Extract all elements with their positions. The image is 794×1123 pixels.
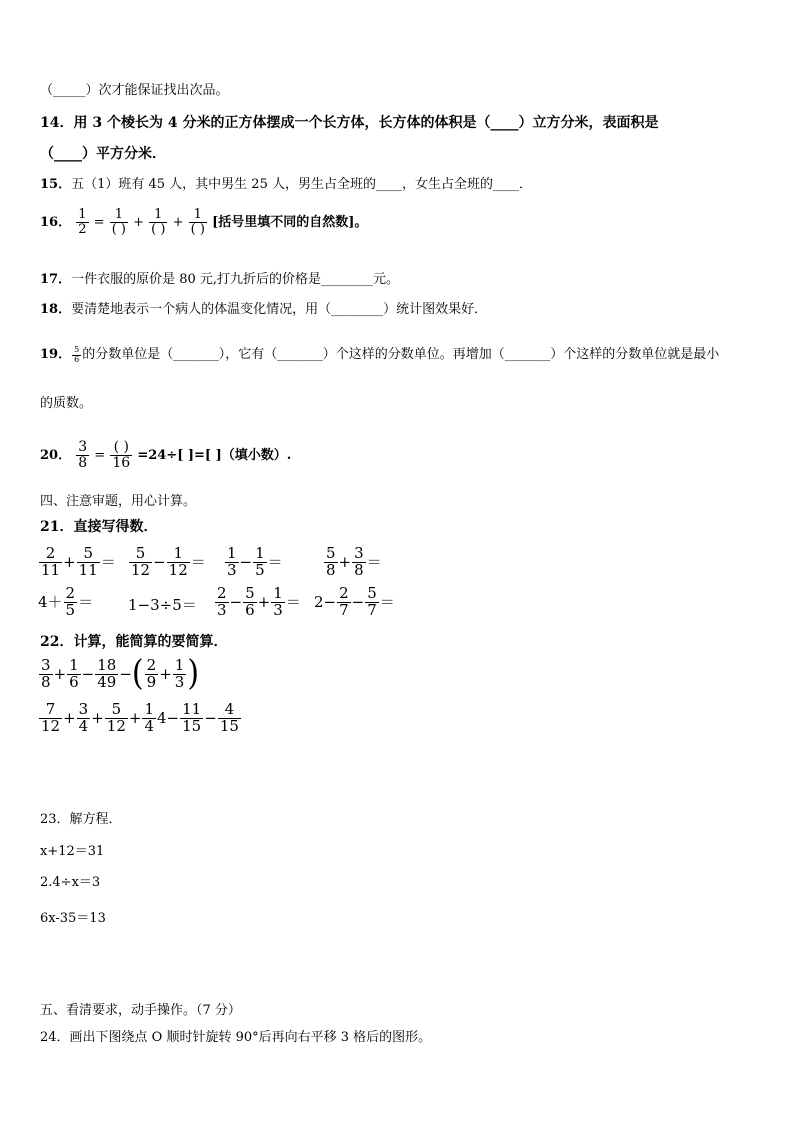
q15 <box>40 176 532 194</box>
q20-fraction-b: $\frac{( )}{16}$ <box>112 439 131 472</box>
q15-number: 15． <box>40 177 72 192</box>
q22-expression-2: $\frac{7}{12}$ + $\frac{3}{4}$ + $\frac{5}{12}$ + $\frac{1}{4}$ 4− $\frac{11}{15}$ − $\frac{4}{15}$ <box>41 700 239 735</box>
q21-item-1: $\frac{2}{11}$ + $\frac{5}{11}$ ＝ <box>41 544 116 579</box>
section-5-heading: 五、看清要求，动手操作。（7 分） <box>40 1003 241 1018</box>
q20-fraction-a: $\frac{3}{8}$ <box>78 439 88 472</box>
q14-line2: （____）平方分米． <box>40 146 166 162</box>
q14-text-1: 用 3 个棱长为 4 分米的正方体摆成一个长方体，长方体的体积是（____）立方分米，表面积是 <box>73 115 659 131</box>
q16-instruction: [括号里填不同的自然数]。 <box>212 214 368 230</box>
q17-text: 一件衣服的原价是 80 元,打九折后的价格是________元。 <box>71 272 400 287</box>
q23-equation-2: 2.4÷x＝3 <box>40 875 101 890</box>
q14-line1 <box>40 114 658 132</box>
q16 <box>40 208 367 238</box>
q21-item-3: $\frac{1}{3}$ − $\frac{1}{5}$ ＝ <box>227 544 283 579</box>
q19-text-1: 的分数单位是（_______），它有（_______）个这样的分数单位。再增加（_______）个这样的分数单位就是最小 <box>82 347 720 363</box>
q16-plus-2: + <box>172 214 184 230</box>
q16-plus-1: + <box>133 214 145 230</box>
q21-item-6: 1−3÷5＝ <box>128 596 197 614</box>
q19-line2: 的质数。 <box>40 396 93 411</box>
q18-text: 要清楚地表示一个病人的体温变化情况，用（________）统计图效果好． <box>71 302 488 317</box>
q20-tail: =24÷[ ]=[ ]（填小数）. <box>137 447 292 463</box>
q21-title: 21．直接写得数． <box>40 519 158 535</box>
section-4-heading: 四、注意审题，用心计算。 <box>40 494 197 509</box>
q14-number: 14． <box>40 115 74 131</box>
q23-title: 23．解方程． <box>40 812 122 827</box>
q21-item-5: 4＋ $\frac{2}{5}$ ＝ <box>38 584 94 619</box>
q20-number: 20． <box>40 447 72 463</box>
q16-lhs-fraction: $\frac{1}{2}$ <box>78 207 87 238</box>
q16-term-1: $\frac{1}{( )}$ <box>111 207 126 238</box>
q21-item-2: $\frac{5}{12}$ − $\frac{1}{12}$ ＝ <box>131 544 206 579</box>
q21-item-8: 2− $\frac{2}{7}$ − $\frac{5}{7}$ ＝ <box>314 584 395 619</box>
q13-tail: （_____）次才能保证找出次品。 <box>40 83 229 98</box>
q19-line1 <box>40 346 719 365</box>
q20-equals: = <box>94 447 106 463</box>
q16-term-2: $\frac{1}{( )}$ <box>151 207 166 238</box>
q19-fraction: $\frac{5}{6}$ <box>74 345 80 364</box>
q16-number: 16． <box>40 214 72 230</box>
q18-number: 18． <box>40 302 72 317</box>
q23-equation-1: x+12＝31 <box>40 844 105 859</box>
q16-equals: = <box>93 214 105 230</box>
q24: 24．画出下图绕点 O 顺时针旋转 90°后再向右平移 3 格后的图形。 <box>40 1030 432 1045</box>
q21-item-4: $\frac{5}{8}$ + $\frac{3}{8}$ ＝ <box>326 544 382 579</box>
q23-equation-3: 6x-35＝13 <box>40 911 106 926</box>
q18 <box>40 301 487 319</box>
q15-text: 五（1）班有 45 人，其中男生 25 人，男生占全班的____，女生占全班的____． <box>71 177 532 192</box>
q16-term-3: $\frac{1}{( )}$ <box>190 207 205 238</box>
q22-expression-1: $\frac{3}{8}$ + $\frac{1}{6}$ − $\frac{18}{49}$ −( $\frac{2}{9}$ + $\frac{1}{3}$ ) <box>41 653 200 694</box>
q19-number: 19． <box>40 347 72 363</box>
q17-number: 17． <box>40 272 72 287</box>
q17 <box>40 271 399 289</box>
q21-item-7: $\frac{2}{3}$ − $\frac{5}{6}$ + $\frac{1}{3}$ ＝ <box>217 584 301 619</box>
q20 <box>40 440 291 472</box>
q22-title: 22．计算，能简算的要简算． <box>40 634 228 650</box>
